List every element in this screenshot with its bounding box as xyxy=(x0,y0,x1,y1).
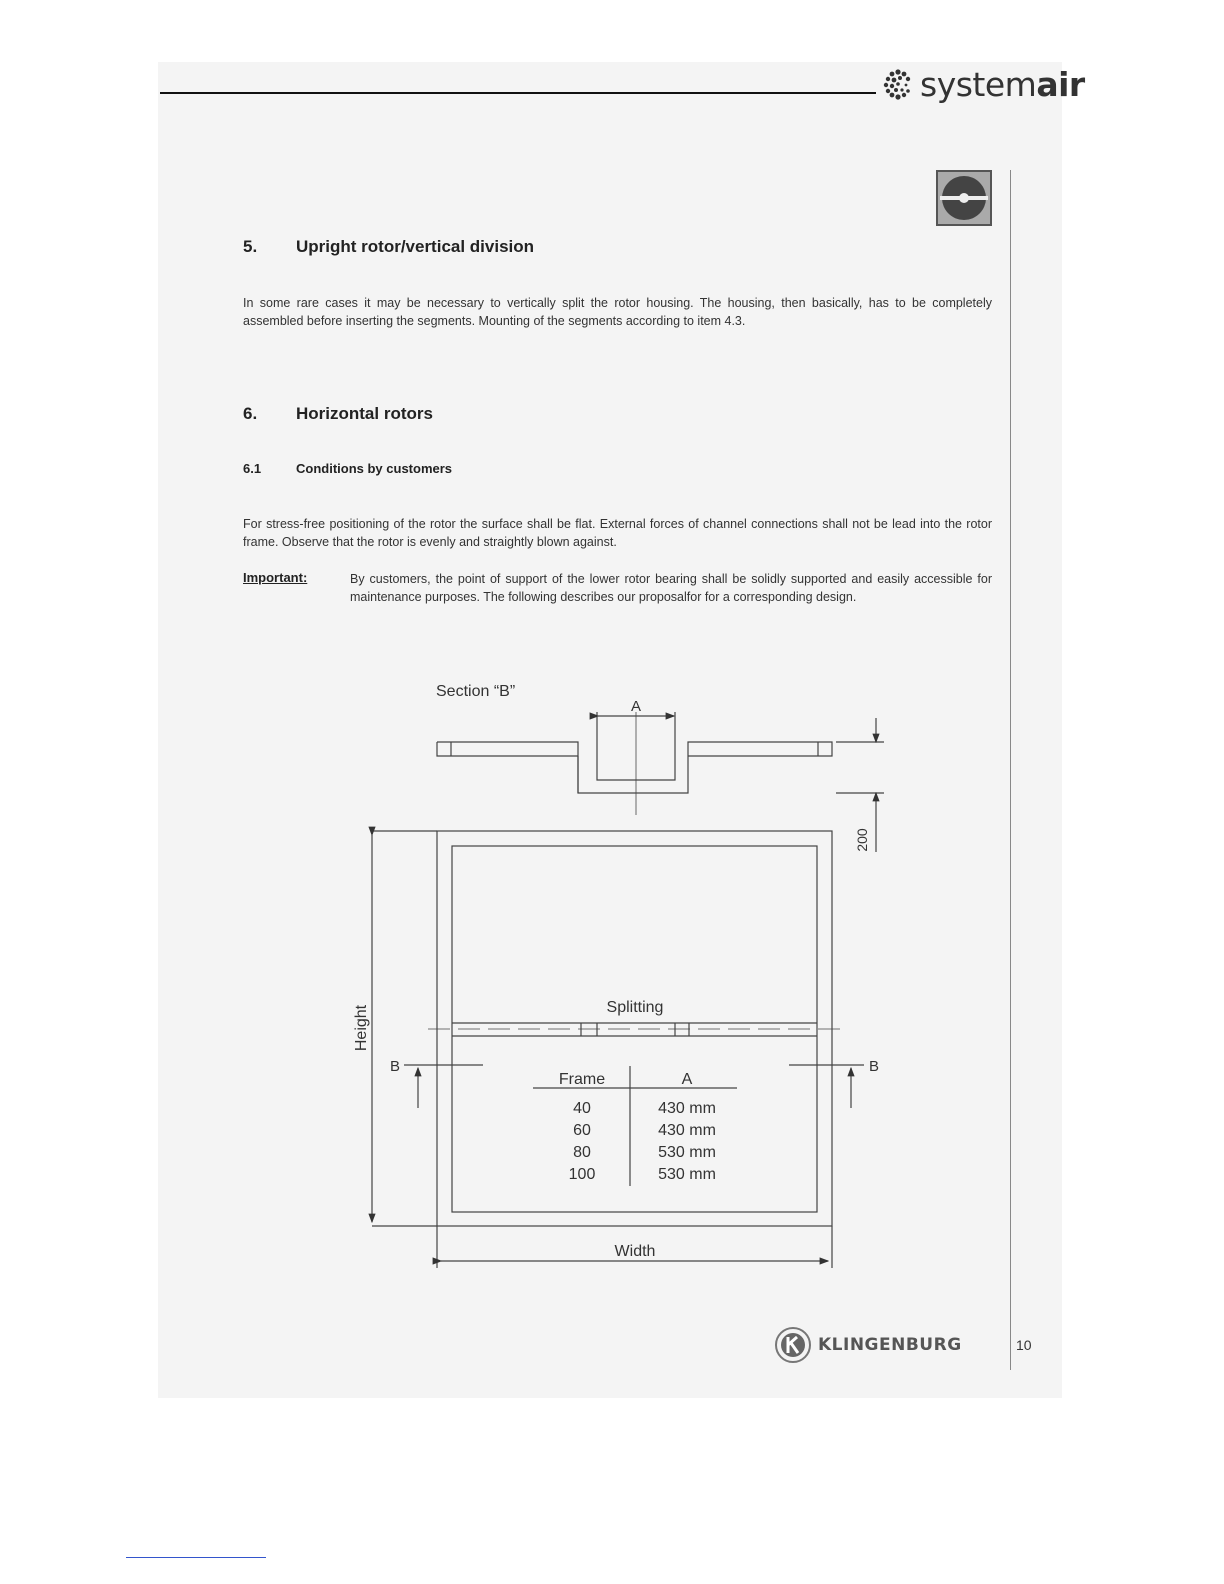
section-6-1-body: For stress-free positioning of the rotor the surface shall be flat. External forces of channel connections shall not be lead into the rotor frame. Observe that the rotor is evenly and straightly blown against. xyxy=(243,517,992,549)
klingenburg-k-icon xyxy=(774,1326,812,1364)
table-frame-cell: 100 xyxy=(568,1166,596,1183)
section-marker-left-label: B xyxy=(390,1058,401,1075)
width-label: Width xyxy=(614,1243,656,1260)
table-a-cell: 430 mm xyxy=(658,1100,716,1117)
section-5-title: Upright rotor/vertical division xyxy=(296,237,535,256)
brand-wordmark: systemair xyxy=(920,64,1085,104)
dim-200-label: 200 xyxy=(854,828,870,852)
section-6-title: Horizontal rotors xyxy=(296,404,433,423)
height-label: Height xyxy=(353,1004,370,1052)
page-number: 10 xyxy=(1016,1337,1032,1353)
klingenburg-logo xyxy=(774,1326,962,1364)
section-marker-right-label: B xyxy=(869,1058,880,1075)
footnote-separator xyxy=(126,1557,266,1558)
table-frame-cell: 80 xyxy=(573,1144,591,1161)
splitting-label: Splitting xyxy=(606,999,664,1016)
table-header-a: A xyxy=(681,1071,693,1088)
table-a-cell: 530 mm xyxy=(658,1144,716,1161)
section-6-number: 6. xyxy=(243,404,258,423)
klingenburg-wordmark: KLINGENBURG xyxy=(818,1335,962,1355)
important-text: By customers, the point of support of the lower rotor bearing shall be solidly supported and easily accessible for maintenance purposes. The following describes our proposalfor for a corresponding design. xyxy=(350,572,992,604)
section-b-profile xyxy=(437,742,832,793)
table-frame-cell: 40 xyxy=(573,1100,591,1117)
table-frame-cell: 60 xyxy=(573,1122,591,1139)
important-label: Important: xyxy=(243,570,308,585)
table-a-cell: 430 mm xyxy=(658,1122,716,1139)
section-6-1-number: 6.1 xyxy=(243,461,262,476)
section-5-body: In some rare cases it may be necessary to vertically split the rotor housing. The housing, then basically, has to be completely assembled before inserting the segments. Mounting of the segments according to item 4.3. xyxy=(243,296,992,328)
table-a-cell: 530 mm xyxy=(658,1166,716,1183)
table-header-frame: Frame xyxy=(558,1071,606,1088)
frame-outer xyxy=(437,831,832,1226)
section-6-1-title: Conditions by customers xyxy=(296,461,453,476)
dim-a-label: A xyxy=(630,698,642,715)
section-b-label: Section “B” xyxy=(436,683,516,700)
section-5-number: 5. xyxy=(243,237,258,256)
